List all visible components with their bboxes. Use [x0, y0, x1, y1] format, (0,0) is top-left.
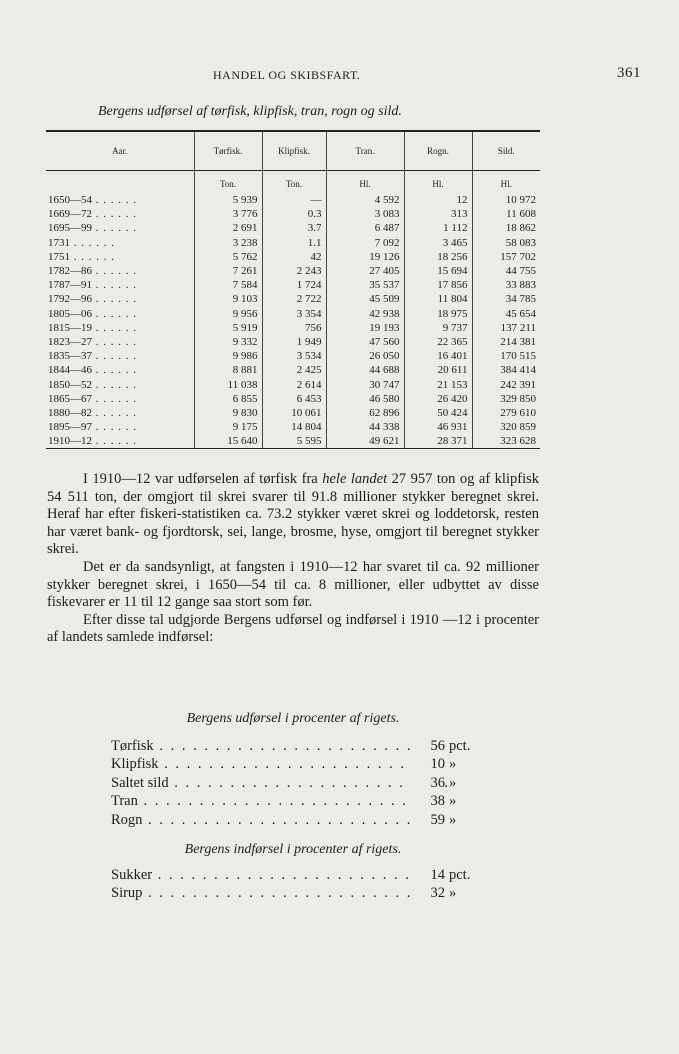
table-row [46, 363, 540, 377]
value-cell: 5 762 [194, 250, 262, 264]
value-cell: 10 061 [262, 406, 326, 420]
paragraph-3: Efter disse tal udgjorde Bergens udførsel og indførsel i 1910 —12 i procenter af landets samlede indførsel: [47, 611, 539, 646]
value-cell: 44 755 [472, 264, 540, 278]
value-cell: 14 804 [262, 420, 326, 434]
value-cell: 137 211 [472, 321, 540, 335]
table-row [46, 221, 540, 235]
value-cell: 4 592 [326, 193, 404, 207]
paragraph-1-text-b: 27 957 ton og af klipfisk 54 511 ton, der omgjort til skrei svarer til 91.8 millioner stykker beregnet skrei. Heraf har efter fiskeri-statistiken ca. 73.2 stykker været skrei og loddetorsk, resten har været bank- og fjordtorsk, sei, lange, brosme, hyse, omgjort til beregnet stykker skrei. [47, 471, 539, 558]
export-table [46, 130, 540, 449]
year-label: 1880—82 . . . [48, 407, 137, 419]
percent-unit: pct. [449, 737, 476, 755]
table-row [46, 278, 540, 292]
import-share-caption: Bergens indførsel i procenter af rigets. [184, 842, 402, 857]
value-cell: 279 610 [472, 406, 540, 420]
value-cell: 9 956 [194, 307, 262, 321]
value-cell: 170 515 [472, 349, 540, 363]
year-cell [46, 349, 194, 363]
value-cell: 9 175 [194, 420, 262, 434]
table-caption: Bergens udførsel af tørfisk, klipfisk, tran, rogn og sild. [98, 104, 402, 119]
percent-unit: » [449, 792, 462, 810]
column-header-torfisk: Tørfisk. [194, 131, 262, 171]
value-cell: 62 896 [326, 406, 404, 420]
value-cell: 15 694 [404, 264, 472, 278]
value-cell: 3.7 [262, 221, 326, 235]
percent-label: Sukker . . . [111, 867, 433, 883]
column-header-year: Aar. [46, 131, 194, 171]
percent-value: 56 [411, 737, 445, 755]
paragraph-1-text-a: I 1910—12 var udførselen af tørfisk fra [83, 471, 323, 487]
year-cell [46, 377, 194, 391]
value-cell: 11 038 [194, 377, 262, 391]
table-row [46, 434, 540, 449]
percent-unit: » [449, 774, 462, 792]
value-cell: 756 [262, 321, 326, 335]
value-cell: 28 371 [404, 434, 472, 449]
percent-label: Sirup . . . [111, 885, 424, 901]
export-share-list [111, 737, 491, 829]
running-title: HANDEL OG SKIBSFART. [213, 68, 361, 82]
value-cell: 42 938 [326, 307, 404, 321]
year-label: 1835—37 . . . [48, 350, 137, 362]
percent-label: Saltet sild . . . [111, 775, 450, 791]
percent-unit: pct. [449, 866, 476, 884]
year-label: 1731 . . . [48, 237, 115, 249]
value-cell: 42 [262, 250, 326, 264]
table-row [46, 321, 540, 335]
value-cell: 3 354 [262, 307, 326, 321]
value-cell: 22 365 [404, 335, 472, 349]
page-number: 361 [617, 65, 641, 81]
table-row [46, 406, 540, 420]
value-cell: 1 949 [262, 335, 326, 349]
percent-row [111, 811, 491, 829]
value-cell: 18 975 [404, 307, 472, 321]
value-cell: 45 509 [326, 292, 404, 306]
value-cell: 45 654 [472, 307, 540, 321]
value-cell: 3 465 [404, 236, 472, 250]
value-cell: 10 972 [472, 193, 540, 207]
value-cell: — [262, 193, 326, 207]
value-cell: 9 103 [194, 292, 262, 306]
percent-label: Klipfisk . . . [111, 756, 440, 772]
percent-value: 36 [411, 774, 445, 792]
import-share-list [111, 866, 491, 903]
table-row [46, 264, 540, 278]
year-label: 1782—86 . . . [48, 265, 137, 277]
body-text [47, 471, 539, 647]
year-cell [46, 335, 194, 349]
value-cell: 6 855 [194, 392, 262, 406]
value-cell: 15 640 [194, 434, 262, 449]
unit-cell: Ton. [262, 171, 326, 194]
column-header-sild: Sild. [472, 131, 540, 171]
value-cell: 18 256 [404, 250, 472, 264]
table-row [46, 307, 540, 321]
year-label: 1895—97 . . . [48, 421, 137, 433]
percent-row [111, 755, 491, 773]
value-cell: 3 238 [194, 236, 262, 250]
unit-cell: Hl. [326, 171, 404, 194]
percent-row [111, 774, 491, 792]
value-cell: 16 401 [404, 349, 472, 363]
paragraph-1-emphasis: hele landet [322, 471, 388, 487]
value-cell: 50 424 [404, 406, 472, 420]
percent-unit: » [449, 811, 462, 829]
value-cell: 11 608 [472, 207, 540, 221]
column-header-klipfisk: Klipfisk. [262, 131, 326, 171]
value-cell: 5 939 [194, 193, 262, 207]
unit-cell [46, 171, 194, 194]
value-cell: 27 405 [326, 264, 404, 278]
year-cell [46, 221, 194, 235]
value-cell: 313 [404, 207, 472, 221]
value-cell: 2 722 [262, 292, 326, 306]
percent-label: Tran . . . [111, 793, 419, 809]
value-cell: 26 420 [404, 392, 472, 406]
value-cell: 11 804 [404, 292, 472, 306]
year-label: 1792—96 . . . [48, 293, 137, 305]
table-row [46, 236, 540, 250]
value-cell: 3 534 [262, 349, 326, 363]
value-cell: 9 986 [194, 349, 262, 363]
year-cell [46, 250, 194, 264]
value-cell: 34 785 [472, 292, 540, 306]
table-row [46, 193, 540, 207]
percent-unit: » [449, 884, 462, 902]
year-label: 1823—27 . . . [48, 336, 137, 348]
year-cell [46, 434, 194, 449]
year-cell [46, 278, 194, 292]
year-cell [46, 193, 194, 207]
table-row [46, 292, 540, 306]
value-cell: 1.1 [262, 236, 326, 250]
percent-value: 59 [411, 811, 445, 829]
year-cell [46, 236, 194, 250]
value-cell: 242 391 [472, 377, 540, 391]
year-cell [46, 307, 194, 321]
value-cell: 1 724 [262, 278, 326, 292]
units-row [46, 171, 540, 194]
year-cell [46, 420, 194, 434]
percent-row [111, 792, 491, 810]
percent-row [111, 737, 491, 755]
percent-unit: » [449, 755, 462, 773]
year-label: 1844—46 . . . [48, 364, 137, 376]
value-cell: 18 862 [472, 221, 540, 235]
year-cell [46, 264, 194, 278]
percent-value: 10 [411, 755, 445, 773]
value-cell: 44 338 [326, 420, 404, 434]
value-cell: 329 850 [472, 392, 540, 406]
value-cell: 33 883 [472, 278, 540, 292]
year-label: 1850—52 . . . [48, 379, 137, 391]
table-row [46, 420, 540, 434]
value-cell: 9 737 [404, 321, 472, 335]
value-cell: 49 621 [326, 434, 404, 449]
value-cell: 21 153 [404, 377, 472, 391]
value-cell: 2 425 [262, 363, 326, 377]
year-cell [46, 321, 194, 335]
percent-value: 14 [411, 866, 445, 884]
unit-cell: Hl. [404, 171, 472, 194]
value-cell: 47 560 [326, 335, 404, 349]
value-cell: 30 747 [326, 377, 404, 391]
value-cell: 26 050 [326, 349, 404, 363]
year-label: 1910—12 . . . [48, 435, 137, 447]
table-row [46, 207, 540, 221]
year-label: 1865—67 . . . [48, 393, 137, 405]
value-cell: 323 628 [472, 434, 540, 449]
value-cell: 384 414 [472, 363, 540, 377]
year-cell [46, 363, 194, 377]
table-body [46, 171, 540, 449]
value-cell: 157 702 [472, 250, 540, 264]
value-cell: 7 584 [194, 278, 262, 292]
table-row [46, 250, 540, 264]
table-header-row [46, 131, 540, 171]
value-cell: 2 243 [262, 264, 326, 278]
year-cell [46, 207, 194, 221]
year-label: 1650—54 . . . [48, 194, 137, 206]
table-row [46, 392, 540, 406]
value-cell: 0.3 [262, 207, 326, 221]
column-header-tran: Tran. [326, 131, 404, 171]
year-label: 1669—72 . . . [48, 208, 137, 220]
year-label: 1787—91 . . . [48, 279, 137, 291]
table-row [46, 335, 540, 349]
value-cell: 46 580 [326, 392, 404, 406]
value-cell: 58 083 [472, 236, 540, 250]
year-label: 1805—06 . . . [48, 308, 137, 320]
value-cell: 7 261 [194, 264, 262, 278]
value-cell: 7 092 [326, 236, 404, 250]
value-cell: 17 856 [404, 278, 472, 292]
percent-value: 38 [411, 792, 445, 810]
value-cell: 9 830 [194, 406, 262, 420]
percent-row [111, 866, 491, 884]
value-cell: 9 332 [194, 335, 262, 349]
percent-row [111, 884, 491, 902]
year-cell [46, 392, 194, 406]
value-cell: 214 381 [472, 335, 540, 349]
value-cell: 44 688 [326, 363, 404, 377]
table-row [46, 349, 540, 363]
value-cell: 6 487 [326, 221, 404, 235]
value-cell: 3 083 [326, 207, 404, 221]
value-cell: 1 112 [404, 221, 472, 235]
unit-cell: Hl. [472, 171, 540, 194]
value-cell: 320 859 [472, 420, 540, 434]
value-cell: 8 881 [194, 363, 262, 377]
year-cell [46, 406, 194, 420]
year-label: 1751 . . . [48, 251, 115, 263]
value-cell: 2 614 [262, 377, 326, 391]
value-cell: 6 453 [262, 392, 326, 406]
unit-cell: Ton. [194, 171, 262, 194]
year-label: 1815—19 . . . [48, 322, 137, 334]
column-header-rogn: Rogn. [404, 131, 472, 171]
value-cell: 3 776 [194, 207, 262, 221]
year-cell [46, 292, 194, 306]
value-cell: 46 931 [404, 420, 472, 434]
value-cell: 35 537 [326, 278, 404, 292]
value-cell: 2 691 [194, 221, 262, 235]
value-cell: 12 [404, 193, 472, 207]
percent-label: Tørfisk . . . [111, 738, 435, 754]
paragraph-1 [47, 471, 539, 559]
percent-label: Rogn . . . [111, 812, 424, 828]
percent-value: 32 [411, 884, 445, 902]
year-label: 1695—99 . . . [48, 222, 137, 234]
export-share-caption: Bergens udførsel i procenter af rigets. [186, 711, 400, 726]
value-cell: 19 193 [326, 321, 404, 335]
table-row [46, 377, 540, 391]
value-cell: 19 126 [326, 250, 404, 264]
value-cell: 20 611 [404, 363, 472, 377]
paragraph-2: Det er da sandsynligt, at fangsten i 1910—12 har svaret til ca. 92 millioner stykker beregnet skrei, i 1650—54 til ca. 8 millioner, eller udbyttet av disse fiskevarer er 11 til 12 gange saa stort som før. [47, 558, 539, 611]
value-cell: 5 595 [262, 434, 326, 449]
value-cell: 5 919 [194, 321, 262, 335]
